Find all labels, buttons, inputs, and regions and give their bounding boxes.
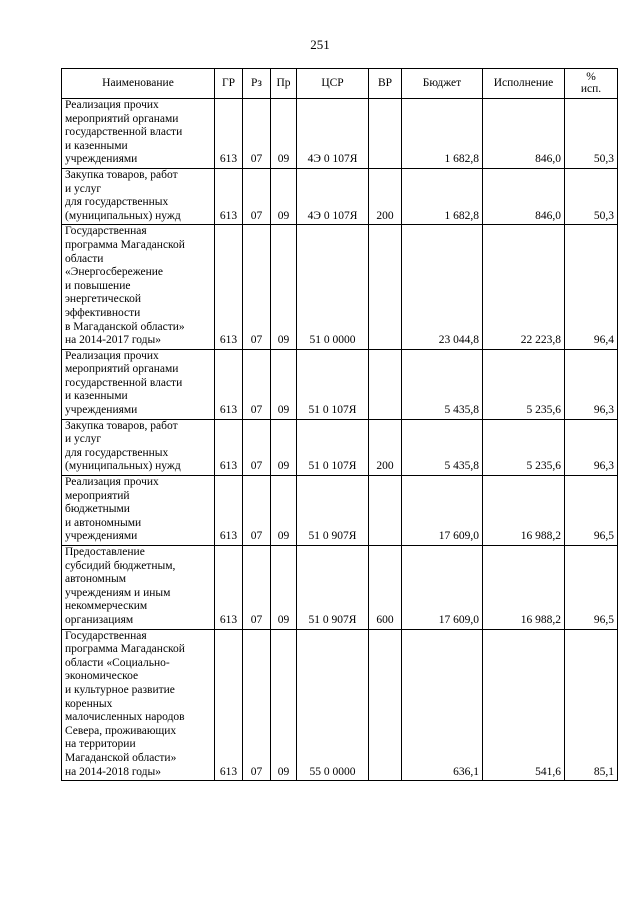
table-header-row <box>62 69 618 99</box>
cell-percent: 96,3 <box>565 419 618 475</box>
cell-gr: 613 <box>215 99 243 169</box>
cell-name: Реализация прочих мероприятий органами государственной власти и казенными учреждениями <box>62 349 215 419</box>
cell-budget: 636,1 <box>402 629 483 781</box>
cell-gr: 613 <box>215 349 243 419</box>
cell-pr: 09 <box>271 99 297 169</box>
cell-pr: 09 <box>271 476 297 546</box>
cell-rz: 07 <box>243 546 271 630</box>
cell-gr: 613 <box>215 629 243 781</box>
cell-execution: 541,6 <box>483 629 565 781</box>
cell-execution: 5 235,6 <box>483 349 565 419</box>
cell-name: Государственная программа Магаданской области «Энергосбережение и повышение энергетической эффективности в Магаданской области» на 2014-2017 годы» <box>62 225 215 349</box>
cell-csr: 55 0 0000 <box>297 629 369 781</box>
cell-pr: 09 <box>271 225 297 349</box>
cell-csr: 51 0 107Я <box>297 349 369 419</box>
cell-pr: 09 <box>271 629 297 781</box>
cell-vr <box>369 225 402 349</box>
cell-execution: 16 988,2 <box>483 546 565 630</box>
cell-csr: 4Э 0 107Я <box>297 168 369 224</box>
cell-name: Закупка товаров, работ и услуг для государственных (муниципальных) нужд <box>62 168 215 224</box>
table-row <box>62 476 618 546</box>
header-percent: % исп. <box>565 69 618 99</box>
cell-vr <box>369 349 402 419</box>
cell-name: Государственная программа Магаданской области «Социально- экономическое и культурное развитие коренных малочисленных народов Севера, проживающих на территории Магаданской области» на 2014-2018 годы» <box>62 629 215 781</box>
header-gr: ГР <box>215 69 243 99</box>
cell-rz: 07 <box>243 225 271 349</box>
cell-csr: 51 0 907Я <box>297 546 369 630</box>
cell-budget: 17 609,0 <box>402 546 483 630</box>
cell-gr: 613 <box>215 419 243 475</box>
cell-vr <box>369 99 402 169</box>
cell-rz: 07 <box>243 476 271 546</box>
header-pr: Пр <box>271 69 297 99</box>
header-vr: ВР <box>369 69 402 99</box>
cell-gr: 613 <box>215 168 243 224</box>
header-name: Наименование <box>62 69 215 99</box>
cell-pr: 09 <box>271 419 297 475</box>
cell-rz: 07 <box>243 419 271 475</box>
cell-name: Реализация прочих мероприятий органами государственной власти и казенными учреждениями <box>62 99 215 169</box>
cell-gr: 613 <box>215 476 243 546</box>
header-csr: ЦСР <box>297 69 369 99</box>
header-execution: Исполнение <box>483 69 565 99</box>
cell-percent: 96,3 <box>565 349 618 419</box>
table-row <box>62 168 618 224</box>
cell-budget: 23 044,8 <box>402 225 483 349</box>
cell-rz: 07 <box>243 629 271 781</box>
cell-csr: 51 0 907Я <box>297 476 369 546</box>
cell-budget: 5 435,8 <box>402 349 483 419</box>
cell-csr: 51 0 107Я <box>297 419 369 475</box>
table-body <box>62 99 618 781</box>
cell-percent: 50,3 <box>565 168 618 224</box>
cell-pr: 09 <box>271 168 297 224</box>
cell-name: Реализация прочих мероприятий бюджетными и автономными учреждениями <box>62 476 215 546</box>
cell-vr: 200 <box>369 419 402 475</box>
cell-percent: 96,4 <box>565 225 618 349</box>
cell-percent: 96,5 <box>565 476 618 546</box>
cell-rz: 07 <box>243 99 271 169</box>
cell-execution: 846,0 <box>483 99 565 169</box>
cell-budget: 1 682,8 <box>402 168 483 224</box>
table-row <box>62 349 618 419</box>
table-row <box>62 629 618 781</box>
header-rz: Рз <box>243 69 271 99</box>
cell-execution: 16 988,2 <box>483 476 565 546</box>
cell-csr: 51 0 0000 <box>297 225 369 349</box>
cell-pr: 09 <box>271 349 297 419</box>
cell-gr: 613 <box>215 546 243 630</box>
table-row <box>62 546 618 630</box>
cell-execution: 22 223,8 <box>483 225 565 349</box>
budget-table <box>61 68 618 781</box>
cell-budget: 1 682,8 <box>402 99 483 169</box>
cell-gr: 613 <box>215 225 243 349</box>
cell-rz: 07 <box>243 349 271 419</box>
cell-vr: 600 <box>369 546 402 630</box>
cell-budget: 5 435,8 <box>402 419 483 475</box>
cell-name: Предоставление субсидий бюджетным, автономным учреждениям и иным некоммерческим организациям <box>62 546 215 630</box>
table-row <box>62 225 618 349</box>
cell-percent: 96,5 <box>565 546 618 630</box>
cell-rz: 07 <box>243 168 271 224</box>
cell-pr: 09 <box>271 546 297 630</box>
cell-name: Закупка товаров, работ и услуг для государственных (муниципальных) нужд <box>62 419 215 475</box>
cell-budget: 17 609,0 <box>402 476 483 546</box>
cell-csr: 4Э 0 107Я <box>297 99 369 169</box>
table-row <box>62 419 618 475</box>
cell-percent: 85,1 <box>565 629 618 781</box>
cell-percent: 50,3 <box>565 99 618 169</box>
cell-vr <box>369 629 402 781</box>
cell-vr <box>369 476 402 546</box>
cell-execution: 5 235,6 <box>483 419 565 475</box>
header-budget: Бюджет <box>402 69 483 99</box>
cell-execution: 846,0 <box>483 168 565 224</box>
table-row <box>62 99 618 169</box>
page-number: 251 <box>310 37 330 52</box>
cell-vr: 200 <box>369 168 402 224</box>
